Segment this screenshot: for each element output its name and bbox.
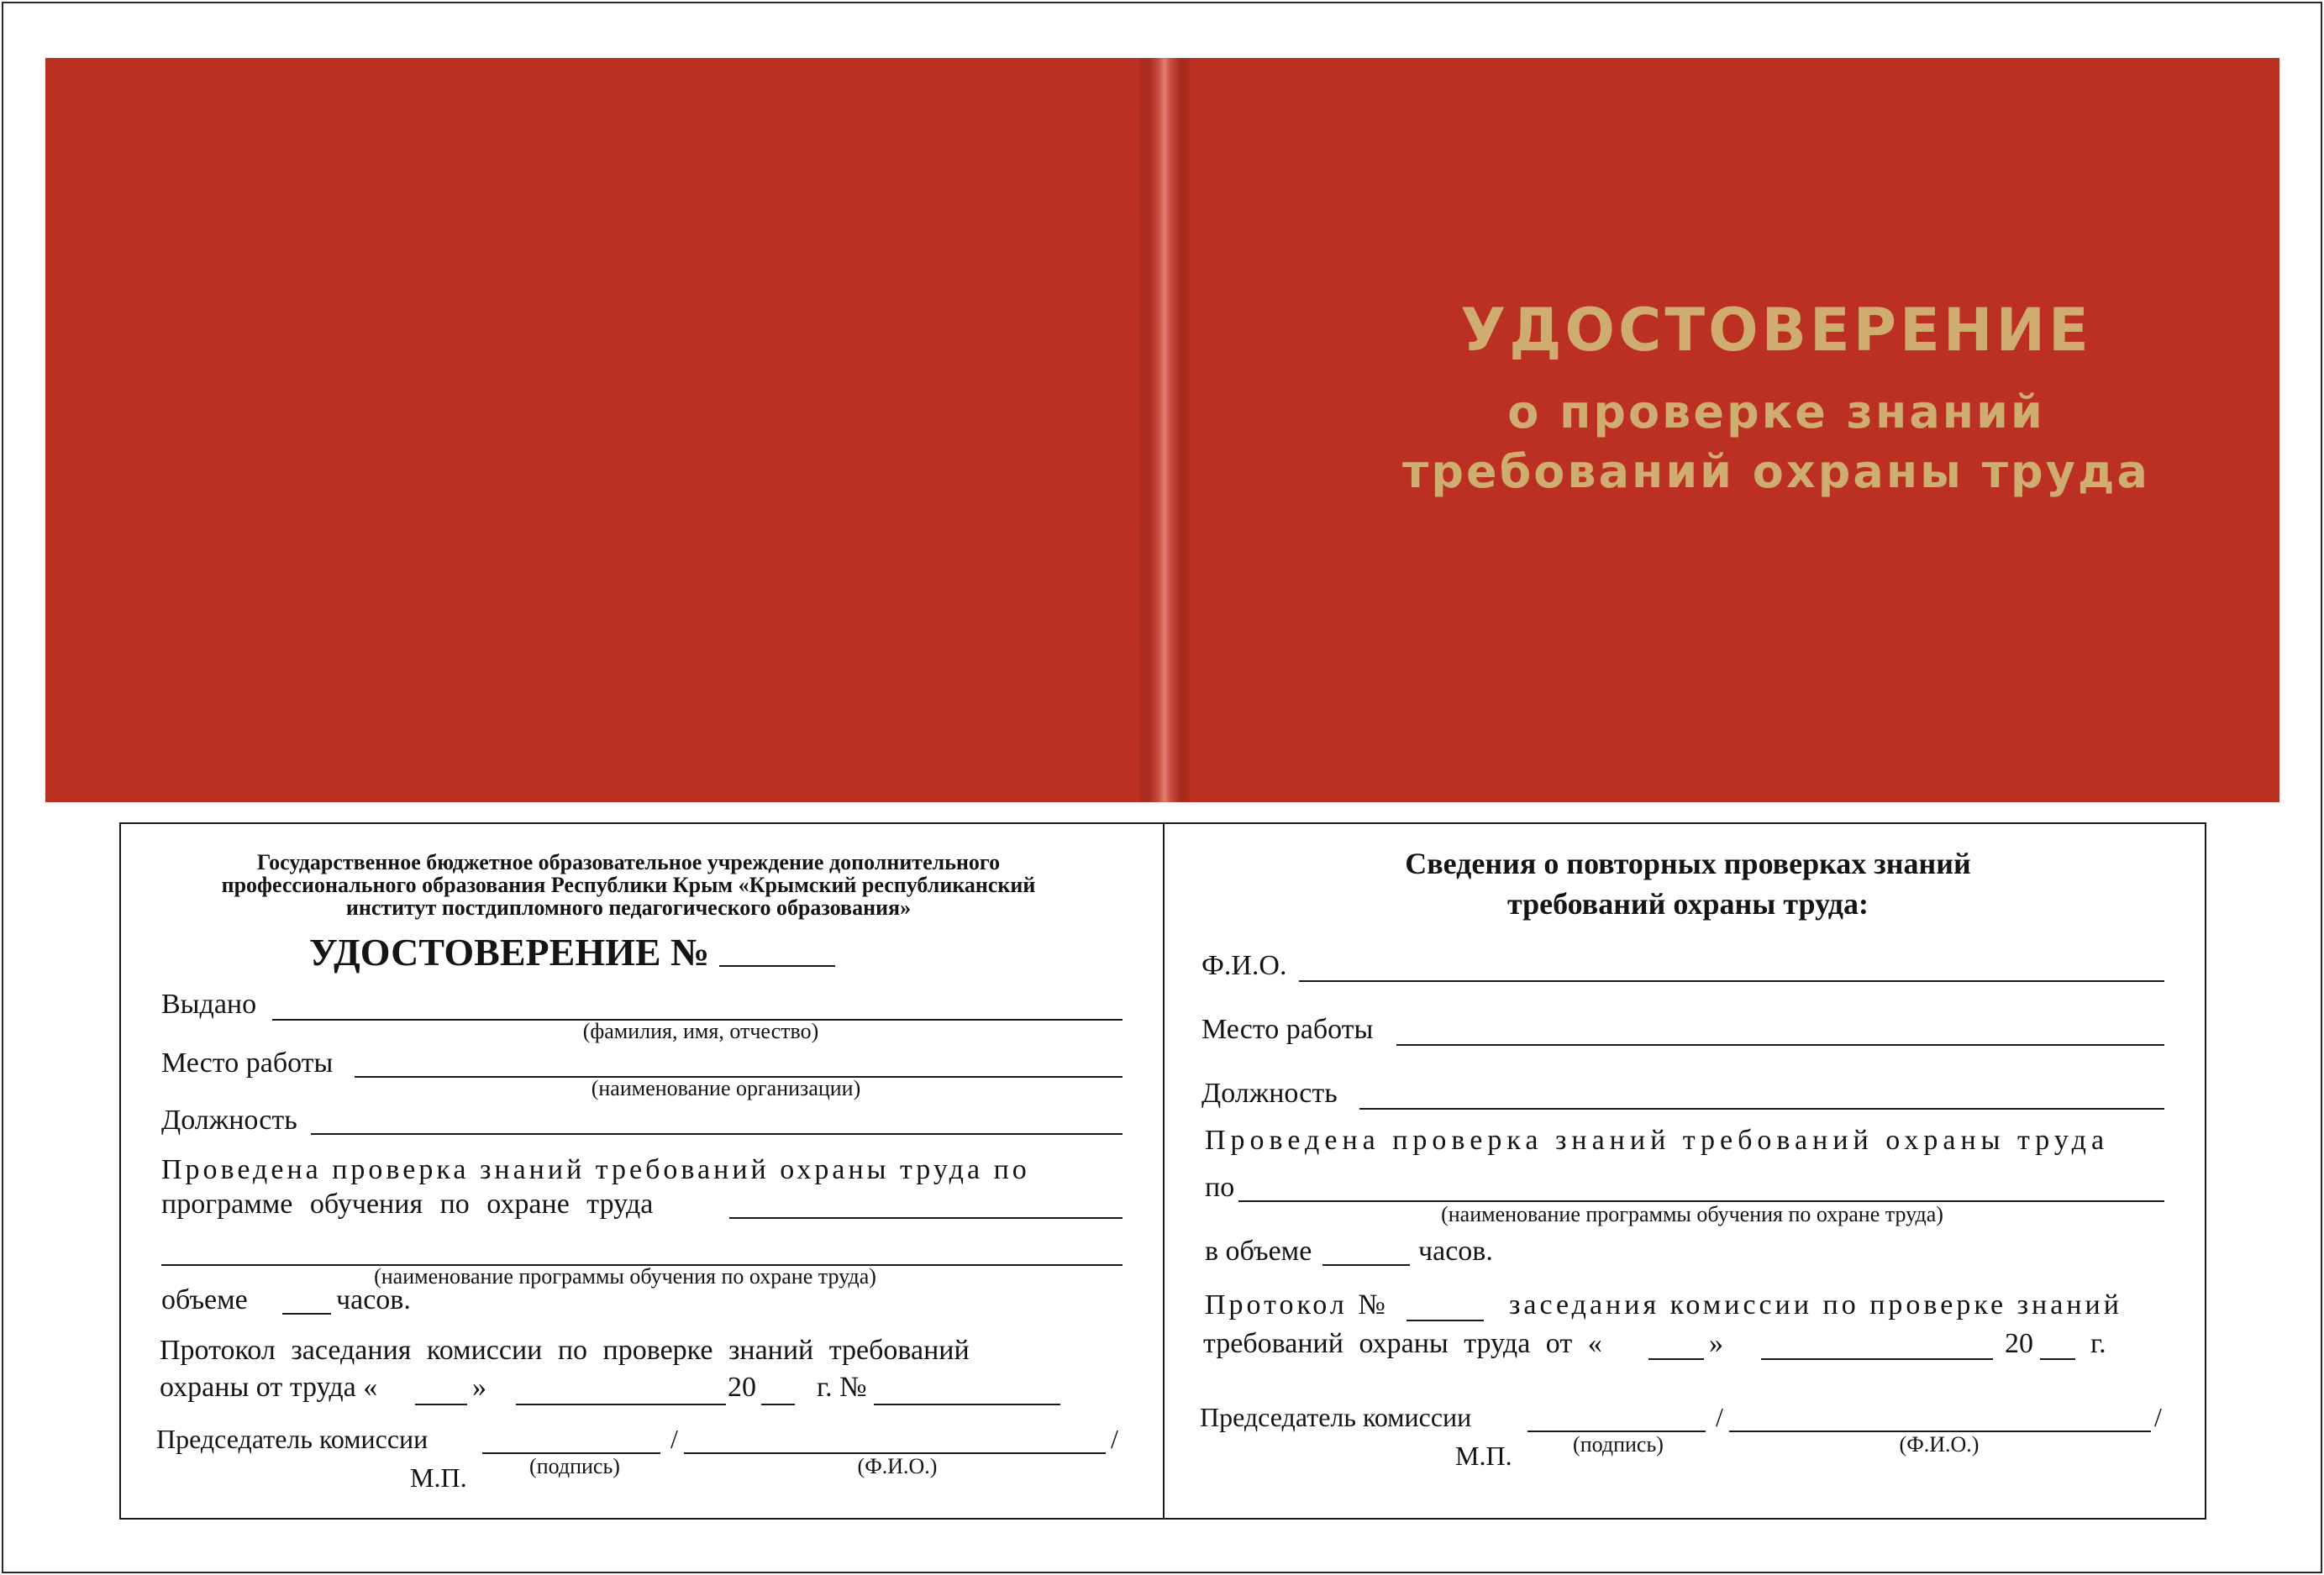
repeat-volume-prefix: в объеме [1205,1236,1312,1267]
slash-separator: / [670,1424,678,1454]
page-divider [1163,824,1165,1518]
repeat-check-text-line1: Проведена проверка знаний требований охраны труда [1205,1125,2110,1156]
protocol-month-field[interactable] [516,1404,726,1405]
certificate-inner-spread [119,822,2206,1520]
volume-prefix: объеме [161,1284,248,1315]
certificate-cover [45,58,2279,802]
org-name-line3: институт постдипломного педагогического образования» [345,895,912,920]
repeat-hours-field[interactable] [1322,1264,1410,1266]
repeat-chairman-label: Председатель комиссии [1200,1402,1472,1432]
check-text-line2: программе обучения по охране труда [161,1189,654,1220]
repeat-protocol-text-line2: требований охраны труда от « [1203,1328,1602,1359]
repeat-workplace-label: Место работы [1201,1014,1374,1045]
repeat-position-label: Должность [1201,1078,1338,1109]
fio-label: Ф.И.О. [1201,950,1287,981]
issued-hint: (фамилия, имя, отчество) [582,1019,819,1043]
fio-field[interactable] [1299,980,2164,982]
certificate-number-field[interactable] [719,965,835,967]
protocol-text-part-b: » [472,1372,486,1403]
issued-label: Выдано [161,989,257,1020]
protocol-year-prefix: 20 [728,1372,756,1403]
repeat-checks-heading-line1: Сведения о повторных проверках знаний [1405,847,1971,880]
org-name-line2: профессионального образования Республики Крым «Крымский республиканский [221,873,1036,897]
repeat-program-hint: (наименование программы обучения по охране труда) [1441,1202,1943,1226]
protocol-text-part-a: охраны от труда « [160,1372,378,1403]
cover-title: УДОСТОВЕРЕНИЕ [1460,296,2092,365]
protocol-day-field[interactable] [415,1404,467,1405]
repeat-protocol-text: заседания комиссии по проверке знаний [1509,1289,2122,1320]
repeat-name-hint: (Ф.И.О.) [1899,1432,1980,1457]
repeat-protocol-year-prefix: 20 [2005,1328,2033,1359]
repeat-protocol-number-field[interactable] [1406,1320,1484,1321]
cover-subtitle-line2: требований охраны труда [1402,445,2150,498]
program-field[interactable] [729,1217,1123,1219]
repeat-slash-separator: / [1716,1402,1723,1432]
repeat-protocol-quote-close: » [1709,1328,1723,1359]
repeat-workplace-field[interactable] [1396,1044,2164,1046]
repeat-protocol-day-field[interactable] [1648,1358,1704,1360]
repeat-protocol-month-field[interactable] [1761,1358,1993,1360]
stamp-place: М.П. [410,1462,467,1493]
check-text-line1: Проведена проверка знаний требований охраны труда по [161,1154,1030,1185]
repeat-position-field[interactable] [1359,1108,2164,1110]
signature-hint: (подпись) [529,1454,620,1478]
cover-spine [1139,58,1190,802]
repeat-stamp-place: М.П. [1455,1441,1512,1471]
certificate-number-title: УДОСТОВЕРЕНИЕ № [309,931,710,974]
repeat-protocol-label: Протокол № [1205,1289,1389,1320]
repeat-protocol-year-suffix: г. [2090,1328,2106,1359]
slash-separator-end: / [1111,1424,1118,1454]
protocol-text-line1: Протокол заседания комиссии по проверке знаний требований [160,1335,970,1366]
repeat-slash-separator-end: / [2154,1402,2162,1432]
hours-field[interactable] [282,1313,331,1315]
cover-subtitle-line1: о проверке знаний [1507,386,2045,438]
position-field[interactable] [311,1133,1123,1135]
org-name-line1: Государственное бюджетное образовательное учреждение дополнительного [256,850,1001,874]
repeat-signature-hint: (подпись) [1573,1432,1664,1457]
protocol-number-label: г. № [817,1372,867,1403]
workplace-hint: (наименование организации) [591,1076,861,1100]
repeat-protocol-year-field[interactable] [2040,1358,2075,1360]
chairman-label: Председатель комиссии [156,1424,429,1454]
position-label: Должность [161,1105,297,1136]
volume-suffix: часов. [336,1284,411,1315]
repeat-volume-suffix: часов. [1418,1236,1493,1267]
protocol-year-field[interactable] [761,1404,795,1405]
repeat-checks-heading-line2: требований охраны труда: [1507,887,1869,921]
program-hint: (наименование программы обучения по охране труда) [374,1264,876,1289]
workplace-label: Место работы [161,1047,334,1079]
protocol-number-field[interactable] [874,1404,1060,1405]
repeat-check-text-line2: по [1205,1172,1235,1203]
name-hint: (Ф.И.О.) [857,1454,938,1478]
